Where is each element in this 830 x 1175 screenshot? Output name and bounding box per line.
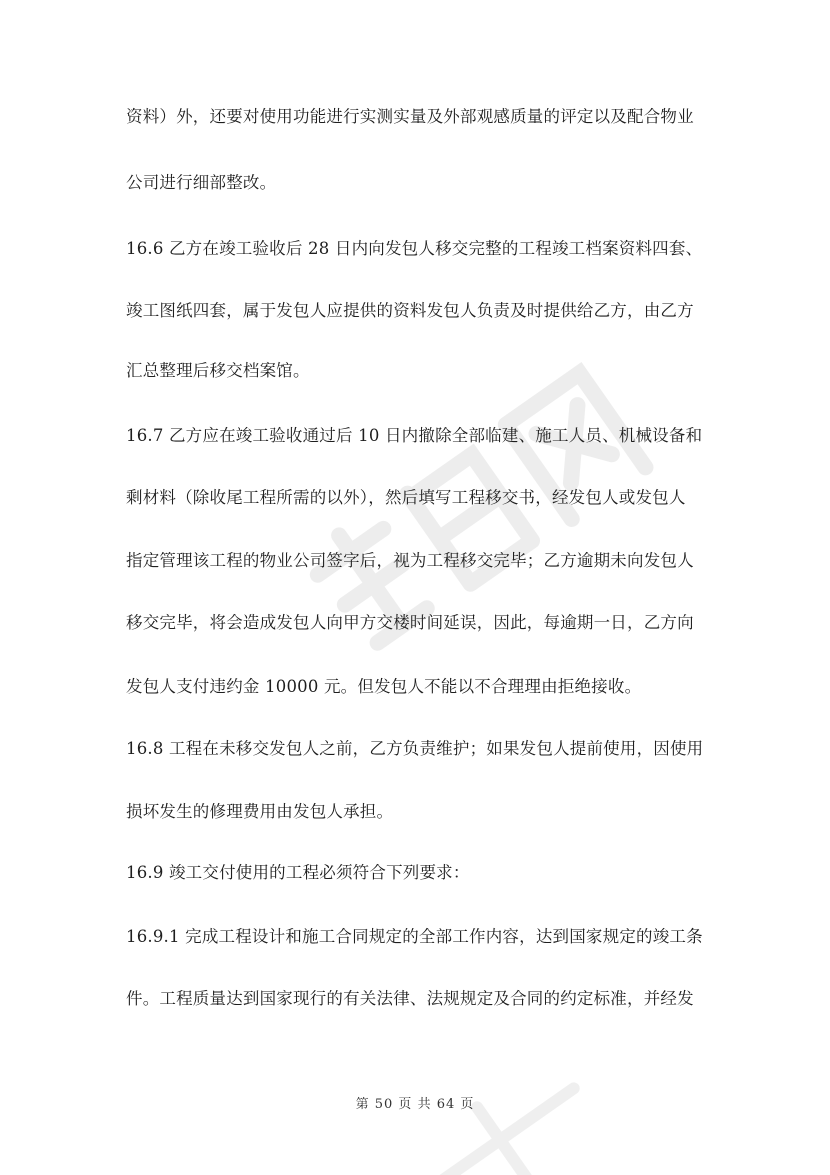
text-line-9: 移交完毕，将会造成发包人向甲方交楼时间延误，因此，每逾期一日，乙方向	[126, 613, 694, 632]
text-line-13: 16.9 竣工交付使用的工程必须符合下列要求：	[126, 863, 470, 882]
text-line-14: 16.9.1 完成工程设计和施工合同规定的全部工作内容，达到国家规定的竣工条	[126, 927, 703, 946]
text-line-12: 损坏发生的修理费用由发包人承担。	[126, 802, 394, 821]
text-line-7: 剩材料（除收尾工程所需的以外），然后填写工程移交书，经发包人或发包人	[126, 488, 686, 507]
text-line-4: 竣工图纸四套，属于发包人应提供的资料发包人负责及时提供给乙方，由乙方	[126, 301, 694, 320]
page-number-footer: 第 50 页 共 64 页	[355, 1097, 475, 1112]
text-line-11: 16.8 工程在未移交发包人之前，乙方负责维护；如果发包人提前使用，因使用	[126, 739, 704, 758]
text-line-10: 发包人支付违约金 10000 元。但发包人不能以不合理理由拒绝接收。	[126, 677, 642, 696]
text-line-15: 件。工程质量达到国家现行的有关法律、法规规定及合同的约定标准，并经发	[126, 989, 694, 1008]
text-line-5: 汇总整理后移交档案馆。	[126, 361, 310, 380]
text-line-1: 资料）外，还要对使用功能进行实测实量及外部观感质量的评定以及配合物业	[126, 107, 694, 126]
text-line-6: 16.7 乙方应在竣工验收通过后 10 日内撤除全部临建、施工人员、机械设备和	[126, 426, 703, 445]
text-line-3: 16.6 乙方在竣工验收后 28 日内向发包人移交完整的工程竣工档案资料四套、	[126, 239, 703, 258]
text-line-2: 公司进行细部整改。	[126, 173, 277, 192]
text-line-8: 指定管理该工程的物业公司签字后，视为工程移交完毕；乙方逾期未向发包人	[126, 551, 694, 570]
